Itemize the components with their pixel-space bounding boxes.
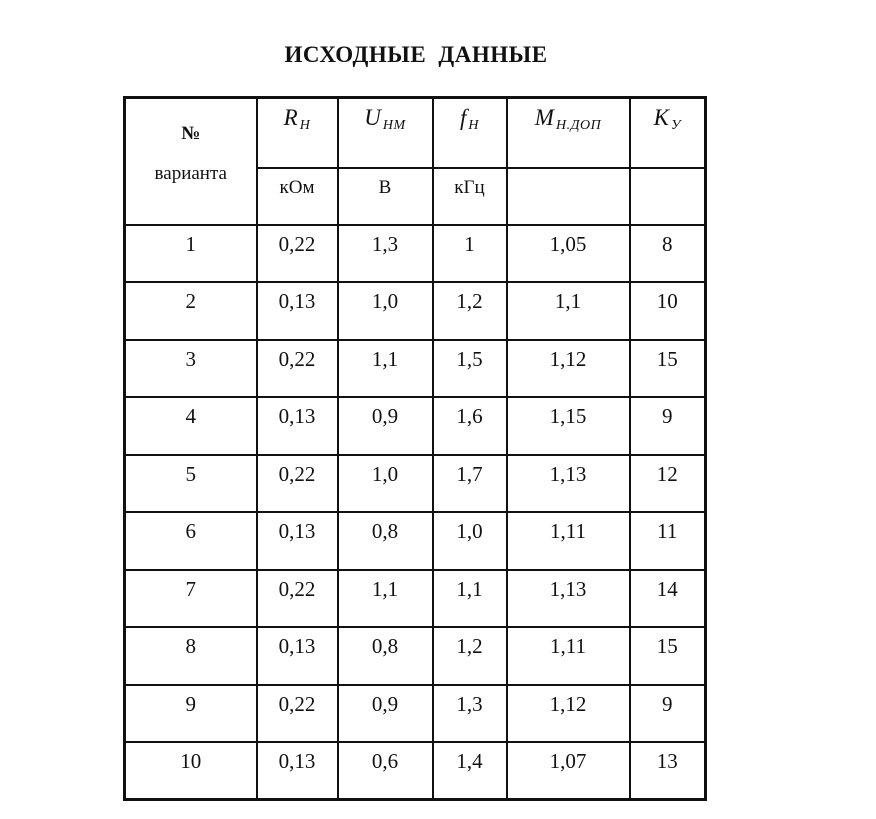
- variant-number-cell: 4: [125, 397, 257, 455]
- header-k-gain: [630, 98, 706, 168]
- f-low-cell: 1,0: [433, 512, 507, 570]
- header-f-low: [433, 98, 507, 168]
- variant-number-cell: 5: [125, 455, 257, 513]
- unit-cell: [507, 168, 630, 225]
- u-nm-cell: 0,8: [338, 627, 433, 685]
- r-load-cell: 0,13: [257, 742, 338, 800]
- k-gain-cell: 14: [630, 570, 706, 628]
- subscript: У: [670, 118, 681, 133]
- number-sign: №: [181, 123, 201, 144]
- r-load-cell: 0,13: [257, 282, 338, 340]
- variant-number-cell: 10: [125, 742, 257, 800]
- k-gain-cell: 15: [630, 340, 706, 398]
- subscript: Н.ДОП: [555, 118, 602, 133]
- u-nm-cell: 1,1: [338, 340, 433, 398]
- r-load-cell: 0,22: [257, 225, 338, 283]
- variant-number-cell: 6: [125, 512, 257, 570]
- header-m-dop: [507, 98, 630, 168]
- u-nm-cell: 1,0: [338, 282, 433, 340]
- r-load-cell: 0,22: [257, 570, 338, 628]
- u-nm-cell: 0,6: [338, 742, 433, 800]
- r-load-cell: 0,13: [257, 512, 338, 570]
- f-low-cell: 1,2: [433, 282, 507, 340]
- m-dop-cell: 1,12: [507, 685, 630, 743]
- m-dop-cell: 1,07: [507, 742, 630, 800]
- table-body: [125, 225, 706, 800]
- data-table: [123, 96, 707, 801]
- k-gain-cell: 9: [630, 397, 706, 455]
- symbol: f: [459, 105, 467, 130]
- variant-number-cell: 9: [125, 685, 257, 743]
- unit-label: кГц: [454, 176, 485, 198]
- subscript: НМ: [382, 118, 406, 133]
- u-nm-cell: 0,9: [338, 685, 433, 743]
- header-u-nm: [338, 98, 433, 168]
- m-dop-cell: 1,11: [507, 512, 630, 570]
- table-row: [125, 512, 706, 570]
- unit-label: В: [378, 176, 392, 198]
- r-load-cell: 0,13: [257, 397, 338, 455]
- variant-header: [125, 98, 257, 225]
- variant-number-cell: 8: [125, 627, 257, 685]
- u-nm-cell: 1,0: [338, 455, 433, 513]
- u-nm-cell: 1,3: [338, 225, 433, 283]
- r-load-cell: 0,13: [257, 627, 338, 685]
- f-low-cell: 1,7: [433, 455, 507, 513]
- k-gain-cell: 15: [630, 627, 706, 685]
- variant-number-cell: 7: [125, 570, 257, 628]
- k-gain-cell: 12: [630, 455, 706, 513]
- unit-cell: [433, 168, 507, 225]
- u-nm-cell: 1,1: [338, 570, 433, 628]
- r-load-cell: 0,22: [257, 685, 338, 743]
- m-dop-cell: 1,1: [507, 282, 630, 340]
- table-row: [125, 225, 706, 283]
- f-low-cell: 1,6: [433, 397, 507, 455]
- header-r-load: [257, 98, 338, 168]
- k-gain-cell: 11: [630, 512, 706, 570]
- k-gain-cell: 8: [630, 225, 706, 283]
- unit-cell: [338, 168, 433, 225]
- table-row: [125, 742, 706, 800]
- r-load-cell: 0,22: [257, 340, 338, 398]
- unit-label: кОм: [279, 176, 315, 198]
- f-low-cell: 1,3: [433, 685, 507, 743]
- symbol: M: [534, 105, 554, 130]
- k-gain-cell: 13: [630, 742, 706, 800]
- f-low-cell: 1,2: [433, 627, 507, 685]
- table-row: [125, 397, 706, 455]
- r-load-cell: 0,22: [257, 455, 338, 513]
- unit-cell: [257, 168, 338, 225]
- m-dop-cell: 1,13: [507, 570, 630, 628]
- m-dop-cell: 1,05: [507, 225, 630, 283]
- u-nm-cell: 0,9: [338, 397, 433, 455]
- f-low-cell: 1,4: [433, 742, 507, 800]
- u-nm-cell: 0,8: [338, 512, 433, 570]
- variant-number-cell: 2: [125, 282, 257, 340]
- subscript: Н: [299, 118, 311, 133]
- k-gain-cell: 10: [630, 282, 706, 340]
- table-row: [125, 685, 706, 743]
- subscript: Н: [468, 118, 479, 133]
- m-dop-cell: 1,12: [507, 340, 630, 398]
- symbol: R: [283, 105, 298, 130]
- table-row: [125, 570, 706, 628]
- table-row: [125, 340, 706, 398]
- symbol: K: [653, 105, 669, 130]
- f-low-cell: 1,1: [433, 570, 507, 628]
- variant-number-cell: 1: [125, 225, 257, 283]
- unit-cell: [630, 168, 706, 225]
- m-dop-cell: 1,13: [507, 455, 630, 513]
- m-dop-cell: 1,15: [507, 397, 630, 455]
- f-low-cell: 1,5: [433, 340, 507, 398]
- k-gain-cell: 9: [630, 685, 706, 743]
- f-low-cell: 1: [433, 225, 507, 283]
- symbol: U: [364, 105, 381, 130]
- table-row: [125, 282, 706, 340]
- m-dop-cell: 1,11: [507, 627, 630, 685]
- variant-number-cell: 3: [125, 340, 257, 398]
- table-row: [125, 627, 706, 685]
- variant-label: варианта: [154, 163, 227, 184]
- page-title: ИСХОДНЫЕ ДАННЫЕ: [284, 42, 548, 67]
- table-row: [125, 455, 706, 513]
- header-row-symbols: [125, 98, 706, 168]
